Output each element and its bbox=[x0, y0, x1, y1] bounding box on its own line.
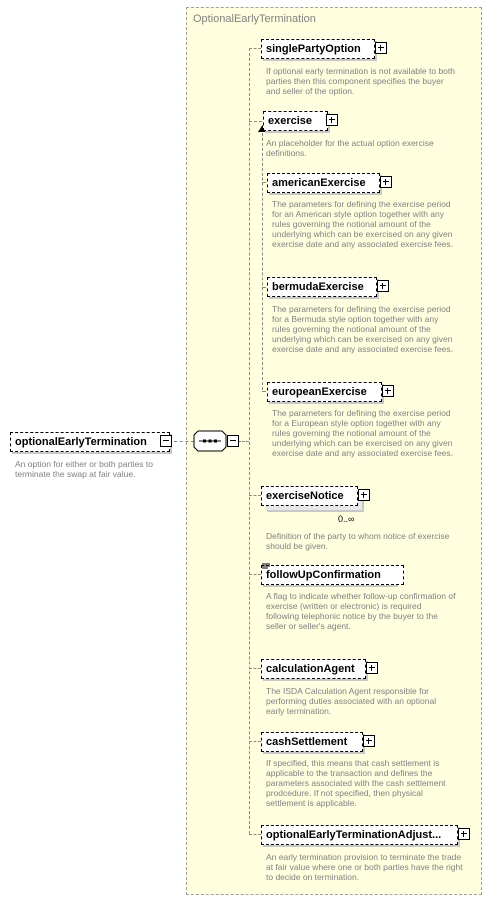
expand-icon[interactable] bbox=[358, 489, 370, 501]
element-description: Definition of the party to whom notice of exercise should be given. bbox=[266, 531, 450, 551]
expand-icon[interactable] bbox=[380, 176, 392, 188]
element-description: If optional early termination is not available to both parties then this component specifies the buyer and seller of the option. bbox=[266, 66, 456, 96]
branch-line-followUpConfirmation bbox=[249, 574, 261, 575]
expand-icon[interactable] bbox=[375, 42, 387, 54]
expand-icon[interactable] bbox=[326, 114, 338, 126]
expand-icon[interactable] bbox=[382, 385, 394, 397]
element-node-exerciseNotice[interactable] bbox=[261, 486, 358, 506]
simple-type-icon bbox=[262, 563, 270, 569]
sequence-compositor-icon[interactable] bbox=[193, 430, 227, 452]
element-node-americanExercise[interactable] bbox=[267, 173, 380, 193]
branch-line-cashSettlement bbox=[249, 741, 261, 742]
element-node-bermudaExercise[interactable] bbox=[267, 277, 377, 297]
branch-line-europeanExercise bbox=[262, 391, 266, 392]
expand-icon[interactable] bbox=[458, 828, 470, 840]
element-description: The parameters for defining the exercise period for an American style option together with any rules governing the notional amount of the underlying which can be exercised on any given exercise date and any associated exercise fees. bbox=[272, 199, 453, 249]
expand-icon[interactable] bbox=[366, 662, 378, 674]
sequence-collapse-icon[interactable] bbox=[227, 435, 239, 447]
element-label: exerciseNotice bbox=[266, 490, 344, 502]
element-label: exercise bbox=[268, 115, 313, 127]
element-node-singlePartyOption[interactable] bbox=[261, 39, 375, 59]
element-node-exercise[interactable] bbox=[263, 111, 328, 131]
root-element-label: optionalEarlyTermination bbox=[15, 436, 147, 448]
element-node-followUpConfirmation[interactable] bbox=[261, 565, 404, 585]
element-description: An placeholder for the actual option exercise definitions. bbox=[266, 138, 434, 158]
root-to-sequence-line bbox=[174, 441, 194, 442]
element-node-europeanExercise[interactable] bbox=[267, 382, 382, 402]
cardinality-label: 0..∞ bbox=[338, 514, 355, 524]
element-description: A flag to indicate whether follow-up confirmation of exercise (written or electronic) is required following telephonic notice by the buyer to the seller or seller's agent. bbox=[266, 591, 456, 631]
expand-icon[interactable] bbox=[363, 735, 375, 747]
group-title: OptionalEarlyTermination bbox=[193, 13, 316, 25]
element-label: cashSettlement bbox=[266, 736, 348, 748]
branch-line-calculationAgent bbox=[249, 668, 261, 669]
element-description: The parameters for defining the exercise period for a European style option together with any rules governing the notional amount of the underlying which can be exercised on any given exercise date and any associated exercise fees. bbox=[272, 408, 453, 458]
element-description: If specified, this means that cash settlement is applicable to the transaction and defines the parameters associated with the cash settlement prodcedure. If not specified, then physical settlement is applicable. bbox=[266, 758, 446, 808]
element-node-optionalEarlyTerminationAdjustments[interactable] bbox=[261, 825, 458, 845]
branch-line-exerciseNotice bbox=[249, 495, 261, 496]
element-label: bermudaExercise bbox=[272, 281, 364, 293]
expand-icon[interactable] bbox=[377, 280, 389, 292]
root-element-description: An option for either or both parties to terminate the swap at fair value. bbox=[15, 459, 153, 479]
branch-line-adjust bbox=[249, 834, 261, 835]
collapse-icon[interactable] bbox=[160, 435, 172, 447]
element-label: americanExercise bbox=[272, 177, 366, 189]
element-node-cashSettlement[interactable] bbox=[261, 732, 363, 752]
element-description: The parameters for defining the exercise period for a Bermuda style option together with any rules governing the notional amount of the underlying which can be exercised on any given exercise date and any associated exercise fees. bbox=[272, 304, 453, 354]
element-label: singlePartyOption bbox=[266, 43, 361, 55]
choice-connector-line bbox=[262, 128, 263, 390]
element-description: An early termination provision to terminate the trade at fair value where one or both parties have the right to decide on termination. bbox=[266, 852, 463, 882]
root-element-node[interactable] bbox=[10, 432, 170, 452]
element-label: europeanExercise bbox=[272, 386, 367, 398]
element-label: followUpConfirmation bbox=[266, 569, 381, 581]
element-description: The ISDA Calculation Agent responsible for performing duties associated with an optional early termination. bbox=[266, 686, 437, 716]
branch-line-americanExercise bbox=[262, 182, 266, 183]
element-node-calculationAgent[interactable] bbox=[261, 659, 366, 679]
element-label: optionalEarlyTerminationAdjust... bbox=[266, 829, 442, 841]
branch-line-singlePartyOption bbox=[249, 48, 261, 49]
branch-line-bermudaExercise bbox=[262, 287, 266, 288]
sequence-connector-line bbox=[249, 48, 250, 834]
sequence-to-branch-line bbox=[238, 441, 249, 442]
element-label: calculationAgent bbox=[266, 663, 355, 675]
branch-line-exercise bbox=[249, 121, 262, 122]
